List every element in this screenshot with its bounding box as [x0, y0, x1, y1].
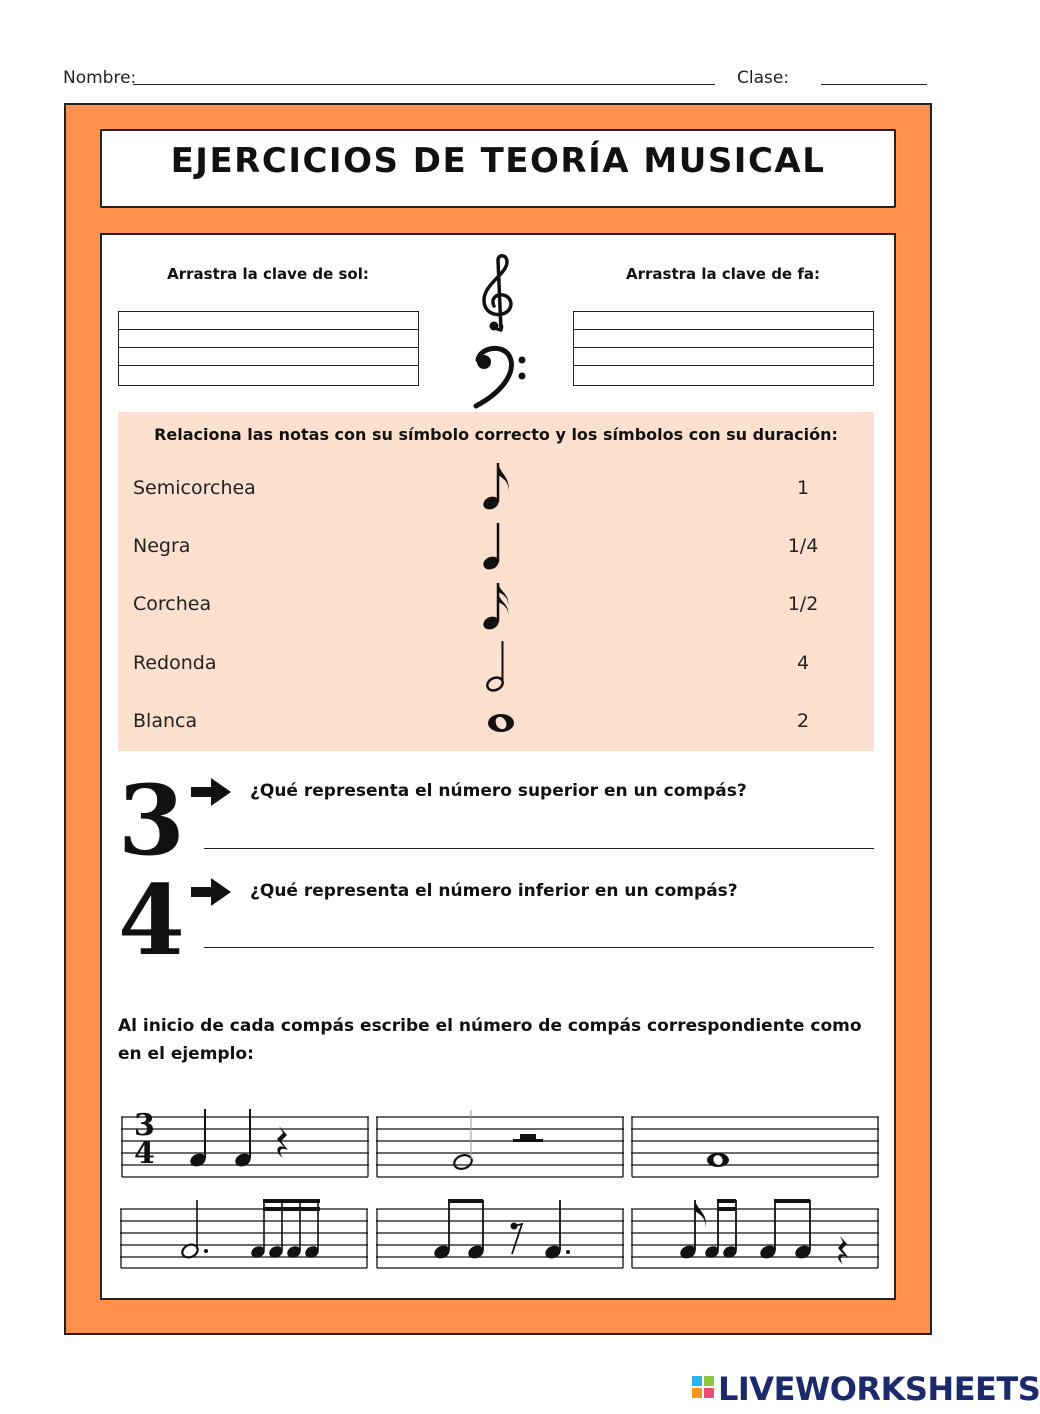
time-signature-bottom: 4	[118, 864, 185, 977]
measures-instruction: Al inicio de cada compás escribe el número de compás correspondiente como en el ejemplo:	[118, 1016, 862, 1064]
class-label: Clase:	[737, 68, 790, 88]
duration-value[interactable]: 4	[796, 652, 810, 674]
matching-instruction: Relaciona las notas con su símbolo correcto y los símbolos con su duración:	[154, 425, 838, 444]
note-name[interactable]: Semicorchea	[133, 477, 256, 499]
liveworksheets-logo-icon	[692, 1376, 716, 1402]
class-input-line[interactable]	[821, 84, 927, 85]
duration-value[interactable]: 1	[796, 477, 810, 499]
name-input-line[interactable]	[133, 84, 715, 85]
measure-6[interactable]	[631, 1196, 881, 1270]
eighth-note-icon[interactable]	[478, 460, 518, 512]
measure-example[interactable]	[121, 1106, 371, 1180]
question-bottom: ¿Qué representa el número inferior en un compás?	[250, 881, 738, 901]
sixteenth-note-icon[interactable]	[478, 580, 518, 632]
bass-prompt: Arrastra la clave de fa:	[626, 265, 820, 283]
page-title: EJERCICIOS DE TEORÍA MUSICAL	[170, 141, 826, 181]
title-box	[100, 129, 896, 208]
name-label: Nombre:	[63, 68, 137, 88]
arrow-right-icon	[189, 876, 233, 908]
note-name[interactable]: Corchea	[133, 593, 212, 615]
treble-clef-icon[interactable]	[474, 252, 524, 336]
half-note-icon[interactable]	[478, 639, 518, 693]
question-top: ¿Qué representa el número superior en un compás?	[250, 781, 747, 801]
whole-note-icon[interactable]	[484, 710, 518, 736]
arrow-right-icon	[189, 776, 233, 808]
measure-2[interactable]	[376, 1106, 626, 1180]
duration-value[interactable]: 2	[796, 710, 810, 732]
example-time-signature	[134, 1108, 155, 1171]
duration-value[interactable]: 1/4	[787, 535, 819, 557]
time-signature-top: 3	[118, 764, 185, 877]
quarter-note-icon[interactable]	[478, 520, 518, 572]
answer-line-bottom[interactable]	[204, 947, 874, 948]
treble-drop-staff[interactable]	[118, 311, 419, 386]
measure-4[interactable]	[120, 1196, 370, 1270]
example-top-number: 3	[134, 1108, 155, 1143]
measure-5[interactable]	[376, 1196, 626, 1270]
treble-prompt: Arrastra la clave de sol:	[167, 265, 369, 283]
bass-clef-icon[interactable]	[472, 346, 530, 408]
note-name[interactable]: Blanca	[133, 710, 198, 732]
note-name[interactable]: Negra	[133, 535, 191, 557]
duration-value[interactable]: 1/2	[787, 593, 819, 615]
measure-3[interactable]	[631, 1106, 881, 1180]
answer-line-top[interactable]	[204, 848, 874, 849]
liveworksheets-logo[interactable]: LIVEWORKSHEETS	[718, 1370, 1040, 1408]
note-name[interactable]: Redonda	[133, 652, 217, 674]
bass-drop-staff[interactable]	[573, 311, 874, 386]
example-bottom-number: 4	[134, 1136, 155, 1171]
